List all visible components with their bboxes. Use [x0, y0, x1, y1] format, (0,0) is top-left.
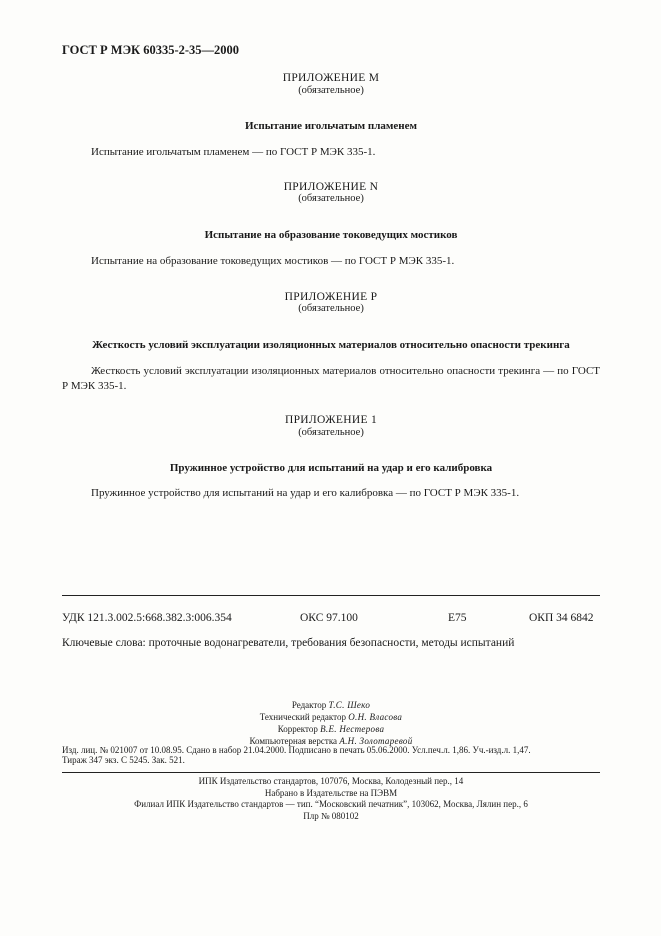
- publisher-line-3: Филиал ИПК Издательство стандартов — тип. “Московский печатник”, 103062, Москва, Лялин пер., 6: [134, 799, 528, 809]
- appendix-p-status: (обязательное): [298, 303, 364, 314]
- appendix-m-title: Испытание игольчатым пламенем: [244, 120, 418, 132]
- imprint-line-2: Тираж 347 экз. С 5245. Зак. 521.: [62, 755, 185, 765]
- appendix-n-status: (обязательное): [298, 193, 364, 204]
- publisher-line-1: ИПК Издательство стандартов, 107076, Москва, Колодезный пер., 14: [198, 776, 464, 786]
- section-divider: [62, 595, 600, 596]
- imprint-block: [62, 745, 600, 765]
- appendix-1-title: Пружинное устройство для испытаний на удар и его калибровка: [169, 462, 493, 474]
- appendix-m-label: ПРИЛОЖЕНИЕ M: [282, 72, 380, 84]
- appendix-p-label: ПРИЛОЖЕНИЕ P: [284, 291, 378, 303]
- credit-corrector: Корректор В.Е. Нестерова: [277, 724, 385, 734]
- appendix-1-text: Пружинное устройство для испытаний на удар и его калибровка — по ГОСТ Р МЭК 335-1.: [91, 487, 520, 499]
- udk-code: УДК 121.3.002.5:668.382.3:006.354: [62, 612, 232, 624]
- publisher-line-2: Набрано в Издательстве на ПЭВМ: [264, 787, 398, 798]
- publisher-line-4: Плр № 080102: [303, 810, 359, 821]
- appendix-p-text: Жесткость условий эксплуатации изоляционных материалов относительно опасности трекинга — по ГОСТ Р МЭК 335-1.: [62, 365, 600, 392]
- keywords: Ключевые слова: проточные водонагреватели, требования безопасности, методы испытаний: [62, 637, 515, 649]
- credit-editor: Редактор Т.С. Шеко: [291, 700, 371, 710]
- appendix-n-title: Испытание на образование токоведущих мостиков: [204, 229, 458, 241]
- appendix-1-label: ПРИЛОЖЕНИЕ 1: [284, 414, 377, 426]
- oks-code: ОКС 97.100: [300, 612, 358, 624]
- appendix-n-text: Испытание на образование токоведущих мостиков — по ГОСТ Р МЭК 335-1.: [91, 255, 455, 267]
- appendix-m-text: Испытание игольчатым пламенем — по ГОСТ Р МЭК 335-1.: [91, 146, 376, 158]
- imprint-divider: [62, 772, 600, 773]
- e-code: Е75: [448, 612, 467, 624]
- appendix-1-status: (обязательное): [298, 427, 364, 438]
- publisher-block: [62, 776, 600, 822]
- appendix-p-title: Жесткость условий эксплуатации изоляционных материалов относительно опасности трекинга: [92, 339, 570, 351]
- credits-block: [62, 699, 600, 747]
- credit-tech-editor: Технический редактор О.Н. Власова: [259, 712, 403, 722]
- document-header-code: ГОСТ Р МЭК 60335-2-35—2000: [62, 43, 240, 57]
- credit-layout: Компьютерная верстка А.Н. Золотаревой: [249, 736, 413, 746]
- okp-code: ОКП 34 6842: [529, 612, 594, 624]
- imprint-line-1: Изд. лиц. № 021007 от 10.08.95. Сдано в набор 21.04.2000. Подписано в печать 05.06.2000. Усл.печ.л. 1,86. Уч.-изд.л. 1,47.: [62, 745, 531, 755]
- appendix-n-label: ПРИЛОЖЕНИЕ N: [283, 181, 379, 193]
- appendix-m-status: (обязательное): [298, 85, 364, 96]
